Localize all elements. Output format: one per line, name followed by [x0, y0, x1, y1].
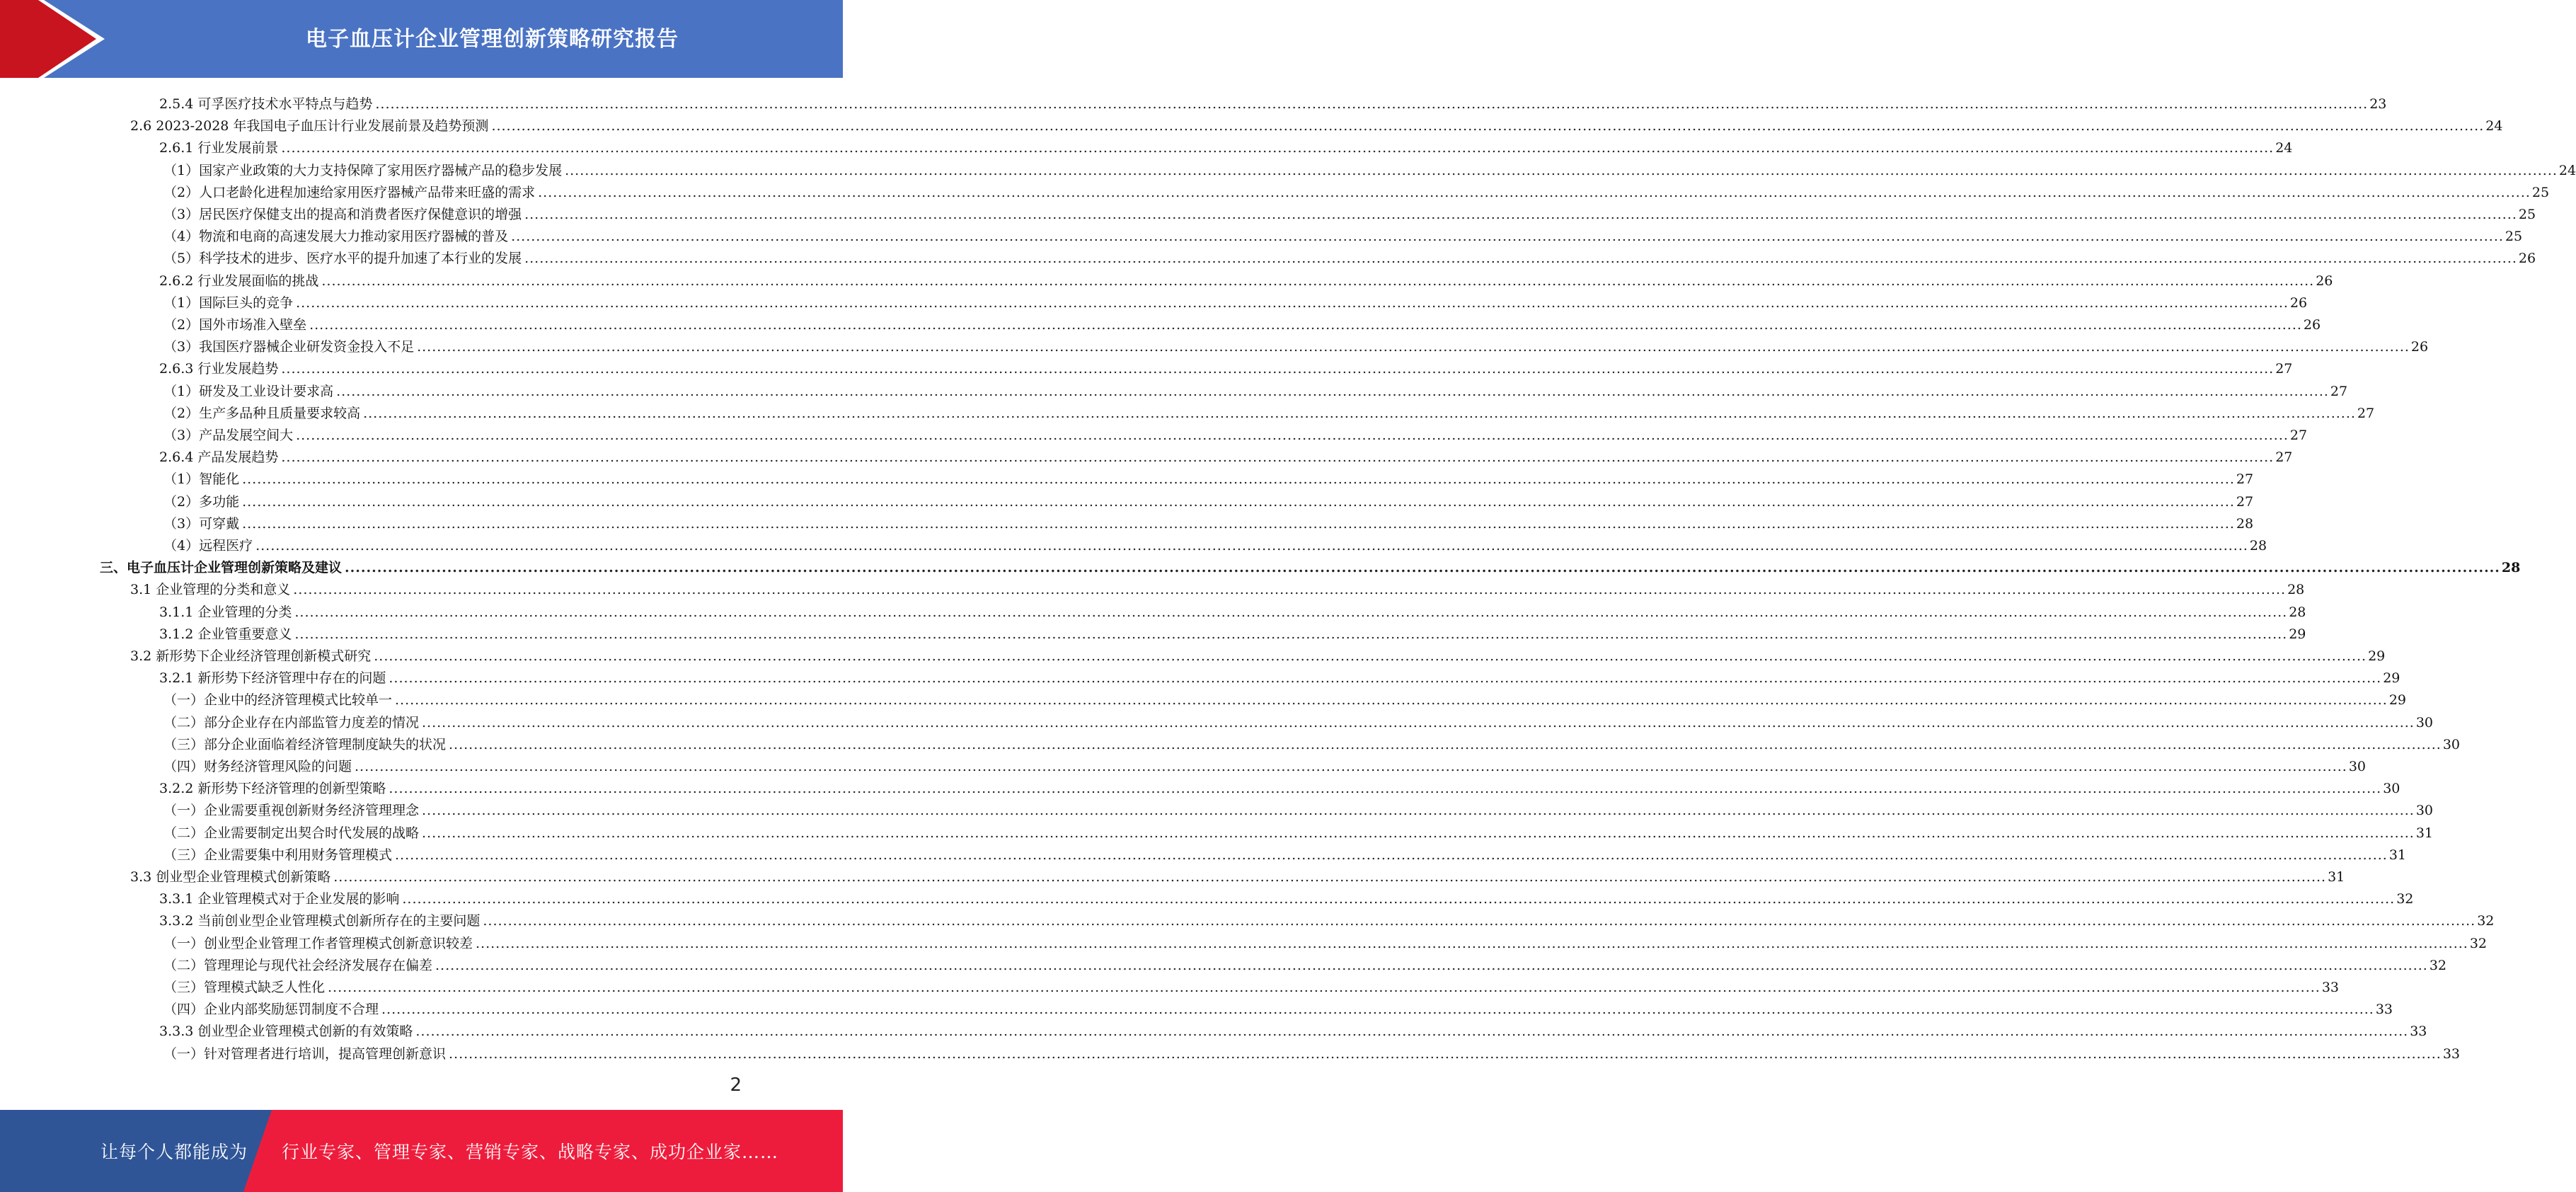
toc-entry-title: 3.2.1 新形势下经济管理中存在的问题	[159, 670, 386, 687]
toc-entry-title: 3.1.2 企业管重要意义	[159, 626, 292, 642]
toc-entry-page: 28	[2236, 515, 2254, 532]
toc-entry-page: 33	[2375, 1002, 2393, 1018]
toc-entry[interactable]	[159, 664, 2400, 687]
toc-entry-page: 27	[2275, 361, 2293, 377]
toc-entry[interactable]	[163, 532, 2267, 554]
toc-entry-title: 三、电子血压计企业管理创新策略及建议	[100, 560, 343, 576]
toc-entry-page: 33	[2321, 980, 2340, 995]
toc-dot-leader: ................................................................................................................................................................................................................................................................................................................................................................................................................	[422, 825, 2415, 841]
toc-entry[interactable]	[163, 200, 2536, 222]
toc-entry[interactable]	[159, 134, 2293, 156]
toc-dot-leader: ................................................................................................................................................................................................................................................................................................................................................................................................................	[476, 935, 2468, 951]
toc-dot-leader: ................................................................................................................................................................................................................................................................................................................................................................................................................	[524, 251, 2517, 267]
toc-entry[interactable]	[159, 1017, 2427, 1040]
toc-entry-page: 28	[2249, 538, 2267, 554]
toc-entry[interactable]	[159, 907, 2495, 929]
toc-dot-leader: ................................................................................................................................................................................................................................................................................................................................................................................................................	[381, 1002, 2374, 1018]
toc-entry-title: （4）远程医疗	[163, 538, 253, 554]
toc-dot-leader: ................................................................................................................................................................................................................................................................................................................................................................................................................	[389, 781, 2382, 797]
toc-entry[interactable]	[130, 863, 2345, 885]
toc-entry-page: 31	[2328, 869, 2345, 885]
toc-entry[interactable]	[163, 377, 2348, 399]
toc-entry-page: 31	[2388, 847, 2407, 863]
toc-entry-page: 32	[2469, 935, 2488, 951]
toc-dot-leader: ................................................................................................................................................................................................................................................................................................................................................................................................................	[255, 538, 2248, 554]
page-number: 2	[730, 1074, 742, 1096]
toc-entry-page: 33	[2442, 1045, 2461, 1062]
toc-dot-leader: ................................................................................................................................................................................................................................................................................................................................................................................................................	[395, 847, 2388, 863]
toc-dot-leader: ................................................................................................................................................................................................................................................................................................................................................................................................................	[395, 692, 2388, 709]
toc-entry[interactable]	[163, 510, 2254, 532]
toc-dot-leader: ................................................................................................................................................................................................................................................................................................................................................................................................................	[293, 582, 2287, 598]
toc-dot-leader: ................................................................................................................................................................................................................................................................................................................................................................................................................	[483, 913, 2476, 929]
toc-entry-page: 25	[2518, 207, 2536, 222]
toc-entry-page: 29	[2383, 670, 2400, 687]
toc-dot-leader: ................................................................................................................................................................................................................................................................................................................................................................................................................	[422, 803, 2415, 819]
toc-entry-title: 2.6 2023-2028 年我国电子血压计行业发展前景及趋势预测	[130, 118, 489, 134]
toc-dot-leader: ................................................................................................................................................................................................................................................................................................................................................................................................................	[309, 317, 2302, 333]
toc-dot-leader: ................................................................................................................................................................................................................................................................................................................................................................................................................	[281, 361, 2275, 377]
toc-entry-page: 24	[2485, 118, 2503, 134]
toc-entry[interactable]	[163, 841, 2407, 863]
toc-entry[interactable]	[163, 730, 2461, 752]
toc-entry-title: 3.3.3 创业型企业管理模式创新的有效策略	[159, 1024, 413, 1040]
toc-entry[interactable]	[163, 421, 2308, 443]
footer-slogan-right: 行业专家、管理专家、营销专家、战略专家、成功企业家……	[282, 1142, 779, 1162]
toc-entry[interactable]	[163, 929, 2488, 951]
toc-dot-leader: ................................................................................................................................................................................................................................................................................................................................................................................................................	[449, 1045, 2442, 1062]
toc-dot-leader: ................................................................................................................................................................................................................................................................................................................................................................................................................	[375, 96, 2369, 112]
toc-entry[interactable]	[163, 819, 2434, 841]
toc-entry-page: 33	[2410, 1024, 2427, 1040]
toc-entry-page: 23	[2369, 96, 2387, 112]
toc-entry-page: 30	[2415, 803, 2434, 819]
toc-entry[interactable]	[130, 642, 2386, 664]
toc-dot-leader: ................................................................................................................................................................................................................................................................................................................................................................................................................	[524, 207, 2517, 222]
toc-entry[interactable]	[163, 399, 2375, 421]
toc-dot-leader: ................................................................................................................................................................................................................................................................................................................................................................................................................	[538, 184, 2531, 200]
toc-entry-page: 30	[2348, 759, 2367, 774]
toc-dot-leader: ................................................................................................................................................................................................................................................................................................................................................................................................................	[328, 980, 2321, 995]
toc-entry-page: 28	[2287, 582, 2305, 598]
toc-dot-leader: ................................................................................................................................................................................................................................................................................................................................................................................................................	[511, 229, 2504, 245]
toc-entry-title: （三）部分企业面临着经济管理制度缺失的状况	[163, 736, 447, 752]
toc-dot-leader: ................................................................................................................................................................................................................................................................................................................................................................................................................	[415, 1024, 2409, 1040]
footer-slogan-left: 让每个人都能成为	[100, 1142, 248, 1162]
toc-entry-title: （一）针对管理者进行培训，提高管理创新意识	[163, 1045, 447, 1062]
toc-entry-title: （一）企业中的经济管理模式比较单一	[163, 692, 393, 709]
toc-entry-title: （3）可穿戴	[163, 515, 240, 532]
toc-dot-leader: ................................................................................................................................................................................................................................................................................................................................................................................................................	[296, 428, 2289, 443]
toc-entry[interactable]	[163, 465, 2254, 488]
toc-entry[interactable]	[163, 488, 2254, 510]
toc-entry[interactable]	[159, 620, 2306, 642]
toc-entry[interactable]	[163, 289, 2308, 311]
toc-entry-page: 29	[2388, 692, 2407, 709]
toc-entry-page: 26	[2303, 317, 2321, 333]
toc-dot-leader: ................................................................................................................................................................................................................................................................................................................................................................................................................	[402, 891, 2396, 907]
toc-dot-leader: ................................................................................................................................................................................................................................................................................................................................................................................................................	[565, 162, 2558, 178]
toc-entry-page: 30	[2383, 781, 2400, 797]
toc-entry-page: 29	[2368, 648, 2386, 664]
report-title: 电子血压计企业管理创新策略研究报告	[306, 27, 679, 52]
toc-entry[interactable]	[163, 686, 2407, 709]
toc-entry-title: 3.2 新形势下企业经济管理创新模式研究	[130, 648, 372, 664]
toc-dot-leader: ................................................................................................................................................................................................................................................................................................................................................................................................................	[374, 648, 2367, 664]
toc-dot-leader: ................................................................................................................................................................................................................................................................................................................................................................................................................	[296, 294, 2289, 311]
toc-entry-page: 27	[2289, 428, 2308, 443]
toc-dot-leader: ................................................................................................................................................................................................................................................................................................................................................................................................................	[242, 493, 2235, 510]
toc-dot-leader: ................................................................................................................................................................................................................................................................................................................................................................................................................	[389, 670, 2382, 687]
toc-entry-page: 31	[2415, 825, 2434, 841]
header-chevron-decoration	[0, 0, 113, 78]
toc-entry[interactable]	[163, 311, 2321, 333]
toc-entry[interactable]	[163, 796, 2434, 819]
toc-entry[interactable]	[163, 951, 2447, 973]
toc-entry-title: 3.3.2 当前创业型企业管理模式创新所存在的主要问题	[159, 913, 481, 929]
toc-entry-page: 25	[2531, 184, 2550, 200]
toc-entry-title: 3.3.1 企业管理模式对于企业发展的影响	[159, 891, 400, 907]
toc-entry-title: 2.5.4 可孚医疗技术水平特点与趋势	[159, 96, 373, 112]
toc-entry[interactable]	[159, 885, 2414, 907]
toc-entry-page: 32	[2429, 957, 2447, 973]
toc-entry[interactable]	[163, 709, 2434, 730]
toc-entry-page: 26	[2518, 251, 2536, 267]
toc-entry[interactable]	[163, 752, 2367, 774]
toc-entry[interactable]	[163, 1040, 2461, 1062]
toc-dot-leader: ................................................................................................................................................................................................................................................................................................................................................................................................................	[363, 405, 2356, 421]
toc-entry-title: （3）我国医疗器械企业研发资金投入不足	[163, 339, 415, 355]
toc-entry-title: （2）多功能	[163, 493, 240, 510]
toc-entry[interactable]	[163, 156, 2576, 178]
toc-entry-title: （4）物流和电商的高速发展大力推动家用医疗器械的普及	[163, 229, 509, 245]
toc-dot-leader: ................................................................................................................................................................................................................................................................................................................................................................................................................	[294, 604, 2288, 620]
toc-entry-page: 28	[2289, 604, 2306, 620]
toc-dot-leader: ................................................................................................................................................................................................................................................................................................................................................................................................................	[242, 471, 2235, 488]
toc-entry[interactable]	[159, 267, 2333, 289]
toc-entry[interactable]	[159, 443, 2293, 466]
toc-entry-title: （三）管理模式缺乏人性化	[163, 980, 326, 995]
toc-entry[interactable]	[130, 112, 2503, 134]
toc-dot-leader: ................................................................................................................................................................................................................................................................................................................................................................................................................	[281, 140, 2275, 156]
toc-entry[interactable]	[163, 244, 2536, 267]
toc-entry-title: 2.6.1 行业发展前景	[159, 140, 279, 156]
toc-entry-title: （四）财务经济管理风险的问题	[163, 759, 352, 774]
toc-entry-title: （二）部分企业存在内部监管力度差的情况	[163, 714, 420, 730]
toc-entry[interactable]	[163, 973, 2340, 995]
toc-entry-page: 27	[2236, 471, 2254, 488]
toc-entry[interactable]	[163, 995, 2393, 1018]
toc-entry-page: 30	[2415, 714, 2434, 730]
toc-dot-leader: ................................................................................................................................................................................................................................................................................................................................................................................................................	[294, 626, 2288, 642]
toc-dot-leader: ................................................................................................................................................................................................................................................................................................................................................................................................................	[422, 714, 2415, 730]
toc-entry-title: 2.6.4 产品发展趋势	[159, 449, 279, 466]
toc-entry[interactable]	[163, 333, 2429, 355]
page-footer	[0, 1110, 843, 1192]
toc-entry[interactable]	[159, 598, 2306, 620]
toc-entry-page: 25	[2505, 229, 2523, 245]
toc-entry[interactable]	[159, 355, 2293, 377]
toc-entry-page: 32	[2396, 891, 2414, 907]
toc-entry-page: 24	[2558, 162, 2576, 178]
toc-entry-page: 27	[2357, 405, 2375, 421]
toc-dot-leader: ................................................................................................................................................................................................................................................................................................................................................................................................................	[281, 449, 2275, 466]
toc-entry-page: 26	[2316, 273, 2333, 289]
toc-entry-title: （一）创业型企业管理工作者管理模式创新意识较差	[163, 935, 473, 951]
toc-entry-page: 26	[2289, 294, 2308, 311]
toc-entry[interactable]	[130, 575, 2305, 598]
toc-entry-title: （二）企业需要制定出契合时代发展的战略	[163, 825, 420, 841]
toc-dot-leader: ................................................................................................................................................................................................................................................................................................................................................................................................................	[449, 736, 2442, 752]
toc-entry[interactable]	[100, 554, 2521, 576]
toc-entry-title: （1）国家产业政策的大力支持保障了家用医疗器械产品的稳步发展	[163, 162, 563, 178]
toc-entry-page: 29	[2289, 626, 2306, 642]
toc-entry-title: 2.6.2 行业发展面临的挑战	[159, 273, 319, 289]
toc-entry-page: 27	[2330, 383, 2348, 399]
toc-dot-leader: ................................................................................................................................................................................................................................................................................................................................................................................................................	[242, 515, 2235, 532]
toc-entry-title: （3）产品发展空间大	[163, 428, 294, 443]
toc-entry-title: （三）企业需要集中利用财务管理模式	[163, 847, 393, 863]
toc-entry-page: 30	[2442, 736, 2461, 752]
toc-entry-title: （二）管理理论与现代社会经济发展存在偏差	[163, 957, 433, 973]
toc-entry-title: （1）智能化	[163, 471, 240, 488]
toc-entry-title: （3）居民医疗保健支出的提高和消费者医疗保健意识的增强	[163, 207, 522, 222]
toc-entry[interactable]	[163, 178, 2550, 200]
toc-entry-page: 24	[2275, 140, 2293, 156]
toc-entry-page: 27	[2236, 493, 2254, 510]
toc-entry-title: （2）生产多品种且质量要求较高	[163, 405, 361, 421]
toc-entry-title: （1）研发及工业设计要求高	[163, 383, 334, 399]
toc-entry-title: 3.1.1 企业管理的分类	[159, 604, 292, 620]
toc-entry-page: 28	[2501, 560, 2521, 576]
toc-dot-leader: ................................................................................................................................................................................................................................................................................................................................................................................................................	[333, 869, 2327, 885]
page-header	[0, 0, 843, 78]
toc-dot-leader: ................................................................................................................................................................................................................................................................................................................................................................................................................	[491, 118, 2485, 134]
toc-entry-title: 2.6.3 行业发展趋势	[159, 361, 279, 377]
toc-entry-title: （一）企业需要重视创新财务经济管理理念	[163, 803, 420, 819]
toc-entry-title: （1）国际巨头的竞争	[163, 294, 294, 311]
toc-entry-title: （5）科学技术的进步、医疗水平的提升加速了本行业的发展	[163, 251, 522, 267]
toc-entry[interactable]	[163, 222, 2523, 245]
toc-dot-leader: ................................................................................................................................................................................................................................................................................................................................................................................................................	[336, 383, 2329, 399]
toc-entry-page: 32	[2477, 913, 2495, 929]
toc-entry-page: 27	[2275, 449, 2293, 466]
toc-dot-leader: ................................................................................................................................................................................................................................................................................................................................................................................................................	[321, 273, 2315, 289]
toc-entry-title: 3.2.2 新形势下经济管理的创新型策略	[159, 781, 386, 797]
toc-entry-title: 3.1 企业管理的分类和意义	[130, 582, 291, 598]
toc-dot-leader: ................................................................................................................................................................................................................................................................................................................................................................................................................	[345, 560, 2500, 576]
toc-entry-page: 26	[2410, 339, 2429, 355]
toc-entry[interactable]	[159, 774, 2400, 797]
toc-entry-title: （2）国外市场准入壁垒	[163, 317, 307, 333]
toc-entry-title: （2）人口老龄化进程加速给家用医疗器械产品带来旺盛的需求	[163, 184, 536, 200]
toc-entry-title: 3.3 创业型企业管理模式创新策略	[130, 869, 331, 885]
toc-dot-leader: ................................................................................................................................................................................................................................................................................................................................................................................................................	[355, 759, 2347, 774]
toc-dot-leader: ................................................................................................................................................................................................................................................................................................................................................................................................................	[417, 339, 2410, 355]
toc-entry[interactable]	[159, 90, 2387, 112]
toc-entry-title: （四）企业内部奖励惩罚制度不合理	[163, 1002, 379, 1018]
toc-dot-leader: ................................................................................................................................................................................................................................................................................................................................................................................................................	[435, 957, 2428, 973]
